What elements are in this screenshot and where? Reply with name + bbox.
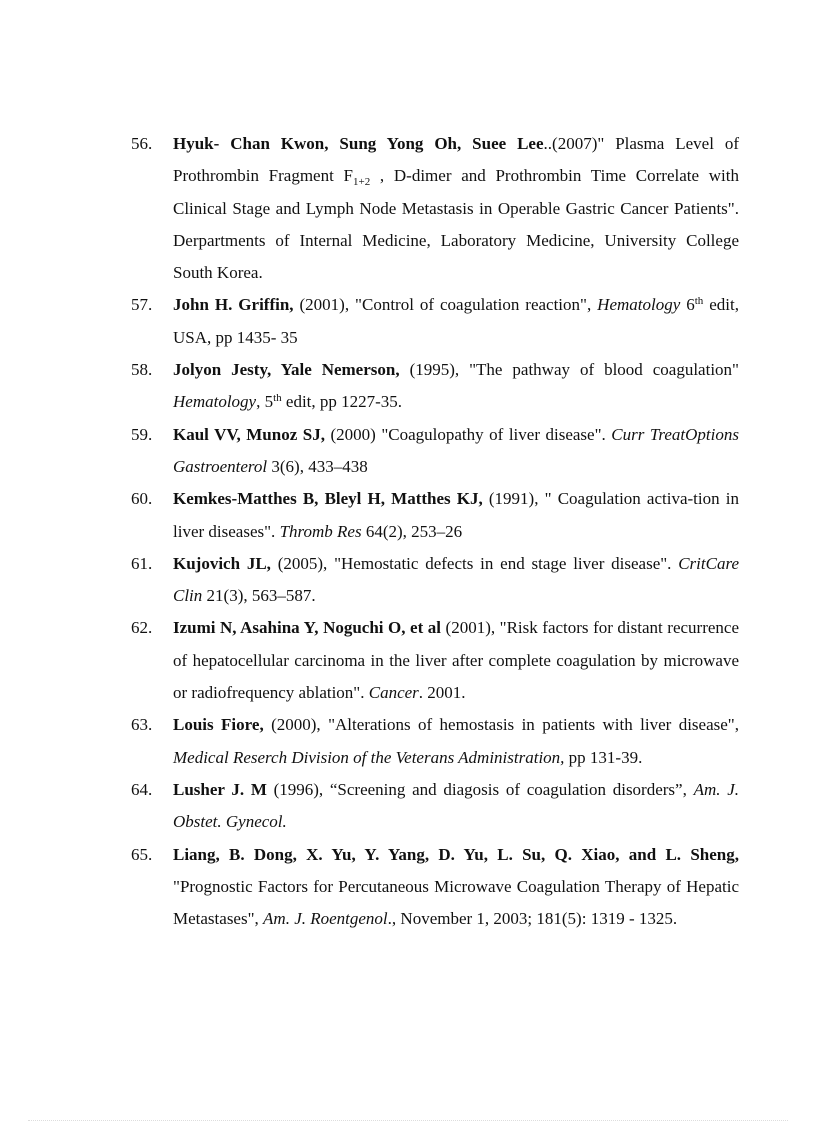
reference-journal: Medical Reserch Division of the Veterans Administration, — [173, 747, 565, 767]
reference-superscript: th — [694, 295, 704, 308]
reference-item-61 — [131, 548, 739, 613]
reference-number: 64. — [131, 779, 153, 799]
reference-text: edit, pp 1227-35. — [281, 392, 403, 412]
reference-text: ..(2007)" Plasma Level of Prothrombin Fragment F — [173, 134, 740, 186]
reference-journal: CritCare Clin — [173, 553, 739, 606]
reference-text: (2005), "Hemostatic defects in end stage liver disease". — [270, 553, 679, 573]
reference-item-56 — [131, 128, 739, 289]
reference-item-59 — [131, 419, 739, 484]
reference-number: 58. — [131, 360, 153, 380]
reference-text: (1995), "The pathway of blood coagulation" — [399, 360, 739, 380]
reference-text: (2001), "Control of coagulation reaction", — [293, 295, 598, 315]
reference-text: (1991), " Coagulation activa-tion in liver diseases". — [173, 489, 739, 541]
reference-journal: Thromb Res — [279, 521, 362, 541]
reference-item-60 — [131, 483, 739, 548]
reference-text: 21(3), 563–587. — [202, 586, 316, 606]
reference-authors: John H. Griffin, — [173, 295, 294, 315]
reference-authors: Liang, B. Dong, X. Yu, Y. Yang, D. Yu, L. Su, Q. Xiao, and L. Sheng, — [173, 844, 739, 864]
reference-item-64 — [131, 774, 739, 839]
reference-authors: Kemkes-Matthes B, Bleyl H, Matthes KJ, — [173, 489, 483, 509]
reference-item-58 — [131, 354, 739, 419]
reference-text: , 5 — [256, 392, 274, 412]
reference-item-65 — [131, 839, 739, 936]
page-bottom-rule — [28, 1120, 788, 1121]
reference-number: 62. — [131, 618, 153, 638]
reference-authors: Louis Fiore, — [173, 715, 264, 735]
reference-text: ., November 1, 2003; 181(5): 1319 - 1325. — [387, 909, 678, 929]
reference-item-57 — [131, 289, 739, 354]
reference-number: 61. — [131, 553, 153, 573]
reference-text: (2001), "Risk factors for distant recurrence of hepatocellular carcinoma in the liver after complete coagulation by microwave or radiofrequency ablation". — [173, 618, 739, 703]
reference-text: (2000) "Coagulopathy of liver disease". — [324, 424, 612, 444]
reference-journal: Am. J. Roentgenol — [263, 909, 388, 929]
reference-item-63 — [131, 709, 739, 774]
reference-authors: Izumi N, Asahina Y, Noguchi O, et al — [173, 618, 442, 638]
reference-authors: Jolyon Jesty, Yale Nemerson, — [173, 360, 400, 380]
reference-authors: Lusher J. M — [173, 779, 267, 799]
reference-subscript: 1+2 — [352, 176, 371, 189]
reference-superscript: th — [273, 392, 282, 405]
reference-list — [131, 128, 739, 935]
reference-text: "Prognostic Factors for Percutaneous Microwave Coagulation Therapy of Hepatic Metastases", — [173, 876, 739, 929]
reference-item-62 — [131, 612, 739, 709]
reference-text: (1996), “Screening and diagosis of coagulation disorders”, — [266, 779, 694, 799]
reference-journal: Curr TreatOptions Gastroenterol — [173, 424, 739, 476]
reference-number: 57. — [131, 295, 153, 315]
reference-number: 60. — [131, 489, 153, 509]
reference-text: 6 — [680, 295, 695, 315]
reference-authors: Kujovich JL, — [173, 553, 271, 573]
reference-number: 65. — [131, 844, 153, 864]
reference-journal: Am. J. Obstet. Gynecol. — [173, 779, 739, 832]
reference-authors: Kaul VV, Munoz SJ, — [173, 424, 325, 444]
reference-text: , D-dimer and Prothrombin Time Correlate with Clinical Stage and Lymph Node Metastasis in Operable Gastric Cancer Patients". Derpartments of Internal Medicine, Laboratory Medicine, University College South Korea. — [173, 166, 739, 283]
reference-number: 59. — [131, 424, 153, 444]
reference-number: 56. — [131, 134, 153, 153]
reference-journal: Hematology — [597, 295, 681, 315]
reference-journal: Cancer — [368, 683, 419, 703]
reference-text: pp 131-39. — [564, 747, 643, 767]
reference-text: (2000), "Alterations of hemostasis in patients with liver disease", — [263, 715, 739, 735]
reference-text: 3(6), 433–438 — [267, 456, 368, 476]
reference-number: 63. — [131, 715, 153, 735]
reference-authors: Hyuk- Chan Kwon, Sung Yong Oh, Suee Lee — [173, 134, 544, 153]
reference-journal: Hematology — [173, 392, 257, 412]
reference-text: 64(2), 253–26 — [361, 521, 463, 541]
reference-text: . 2001. — [418, 683, 466, 703]
reference-text: edit, USA, pp 1435- 35 — [173, 295, 739, 347]
